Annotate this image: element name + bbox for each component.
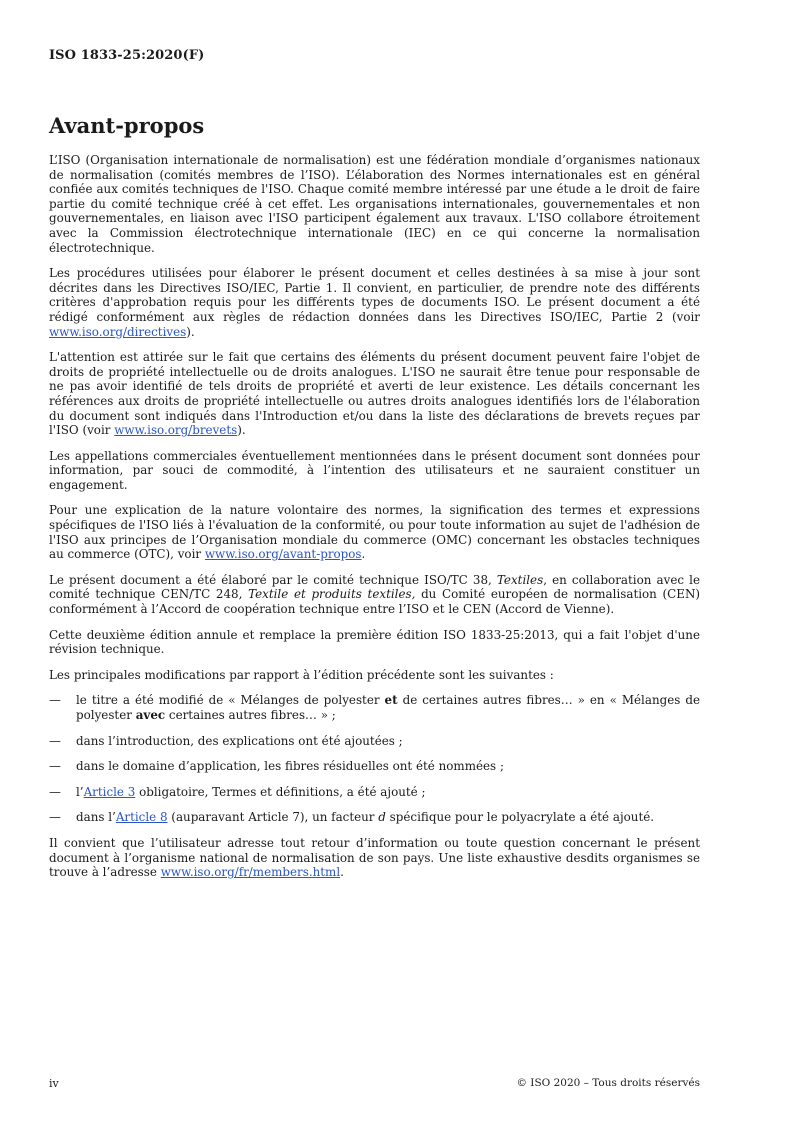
members-link[interactable]: www.iso.org/fr/members.html xyxy=(160,865,341,880)
list-item-text: dans l’introduction, des explications ont été ajoutées ; xyxy=(76,733,403,748)
paragraph-committee xyxy=(49,573,700,617)
paragraph-text: Pour une explication de la nature volontaire des normes, la signification des termes et expressions spécifiques de l'ISO liés à l'évaluation de la conformité, ou pour toute information au sujet de l'adhésion de l'ISO aux principes de l’Organisation mondiale du commerce (OMC) concernant les obstacles techniques au commerce (OTC), voir xyxy=(49,503,700,562)
list-item-text xyxy=(76,693,700,722)
article-3-link[interactable]: Article 3 xyxy=(83,784,136,799)
list-item-text xyxy=(76,785,700,800)
paragraph-text: Il convient que l’utilisateur adresse tout retour d’information ou toute question concernant le présent document à l’organisme national de normalisation de son pays. Une liste exhaustive desdits organismes se trouve à l’adresse xyxy=(49,835,700,880)
paragraph-text: Les procédures utilisées pour élaborer le présent document et celles destinées à sa mise à jour sont décrites dans les Directives ISO/IEC, Partie 1. Il convient, en particulier, de prendre note des différents critères d'approbation requis pour les différents types de documents ISO. Le présent document a été rédigé conformément aux règles de rédaction données dans les Directives ISO/IEC, Partie 2 (voir xyxy=(49,266,700,324)
paragraph-text: . xyxy=(340,865,344,880)
paragraph-text: Le présent document a été élaboré par le comité technique ISO/TC 38, xyxy=(49,572,497,587)
copyright-notice: © ISO 2020 – Tous droits réservés xyxy=(516,1077,700,1089)
list-dash: — xyxy=(49,759,61,774)
list-item xyxy=(49,693,700,722)
foreword-body xyxy=(49,153,700,891)
list-item xyxy=(49,734,700,749)
paragraph-voluntary-nature xyxy=(49,503,700,561)
article-8-link[interactable]: Article 8 xyxy=(115,810,168,825)
list-text: spécifique pour le polyacrylate a été ajouté. xyxy=(385,810,655,825)
list-text: (auparavant Article 7), un facteur xyxy=(167,810,379,825)
paragraph-changes-intro: Les principales modifications par rapport à l’édition précédente sont les suivantes : xyxy=(49,667,554,682)
committee-title-italic: Textiles xyxy=(496,572,544,587)
list-item-text xyxy=(76,810,700,825)
paragraph-text: ). xyxy=(237,423,246,438)
list-dash: — xyxy=(49,784,61,799)
bold-word: et xyxy=(384,693,398,708)
italic-factor: d xyxy=(378,810,386,825)
committee-title-italic: Textile et produits textiles, xyxy=(248,587,416,602)
paragraph-patents xyxy=(49,350,700,438)
document-id-header: ISO 1833-25:2020(F) xyxy=(49,48,205,63)
page-title: Avant-propos xyxy=(49,113,205,138)
page-number: iv xyxy=(49,1077,59,1090)
list-item xyxy=(49,759,700,774)
list-dash: — xyxy=(49,693,61,708)
paragraph-procedures xyxy=(49,266,700,339)
list-text: le titre a été modifié de « Mélanges de polyester xyxy=(76,693,385,708)
list-item xyxy=(49,785,700,800)
list-dash: — xyxy=(49,733,61,748)
list-text: dans l’ xyxy=(76,810,116,825)
paragraph-text: L'attention est attirée sur le fait que certains des éléments du présent document peuvent faire l'objet de droits de propriété intellectuelle ou de droits analogues. L'ISO ne saurait être tenue pour responsable de ne pas avoir identifié de tels droits de propriété et averti de leur existence. Les détails concernant les références aux droits de propriété intellectuelle ou autres droits analogues identifiés lors de l'élaboration du document sont indiqués dans l'Introduction et/ou dans la liste des déclarations de brevets reçues par l'ISO (voir xyxy=(49,350,700,438)
list-text: de certaines autres fibres… » en « Mélanges de polyester xyxy=(76,693,700,722)
paragraph-edition: Cette deuxième édition annule et remplace la première édition ISO 1833-25:2013, qui a fait l'objet d'une révision technique. xyxy=(49,627,700,657)
paragraph-iso-intro: L’ISO (Organisation internationale de normalisation) est une fédération mondiale d’organismes nationaux de normalisation (comités membres de l’ISO). L’élaboration des Normes internationales est en général confiée aux comités techniques de l'ISO. Chaque comité membre intéressé par une étude a le droit de faire partie du comité technique créé à cet effet. Les organisations internationales, gouvernementales et non gouvernementales, en liaison avec l'ISO participent également aux travaux. L'ISO collabore étroitement avec la Commission électrotechnique internationale (IEC) en ce qui concerne la normalisation électrotechnique. xyxy=(49,153,700,255)
paragraph-trade-names: Les appellations commerciales éventuellement mentionnées dans le présent document sont données pour information, par souci de commodité, à l’intention des utilisateurs et ne sauraient constituer un engagement. xyxy=(49,448,700,492)
list-text: l’ xyxy=(76,784,84,799)
foreword-link[interactable]: www.iso.org/avant-propos xyxy=(204,547,362,562)
paragraph-text: , en collaboration avec le comité technique CEN/TC 248, xyxy=(49,572,700,602)
list-item-text: dans le domaine d’application, les fibres résiduelles ont été nommées ; xyxy=(76,759,504,774)
list-item xyxy=(49,810,700,825)
paragraph-text: ). xyxy=(186,324,195,339)
list-text: certaines autres fibres… » ; xyxy=(165,708,336,722)
paragraph-text: du Comité européen de normalisation (CEN) conformément à l’Accord de coopération technique entre l’ISO et le CEN (Accord de Vienne). xyxy=(49,587,700,617)
list-dash: — xyxy=(49,810,61,825)
directives-link[interactable]: www.iso.org/directives xyxy=(49,324,187,339)
paragraph-text: . xyxy=(361,547,366,562)
bold-word: avec xyxy=(135,708,166,722)
patents-link[interactable]: www.iso.org/brevets xyxy=(114,423,238,438)
paragraph-feedback xyxy=(49,836,700,880)
list-text: obligatoire, Termes et définitions, a été ajouté ; xyxy=(135,784,426,799)
